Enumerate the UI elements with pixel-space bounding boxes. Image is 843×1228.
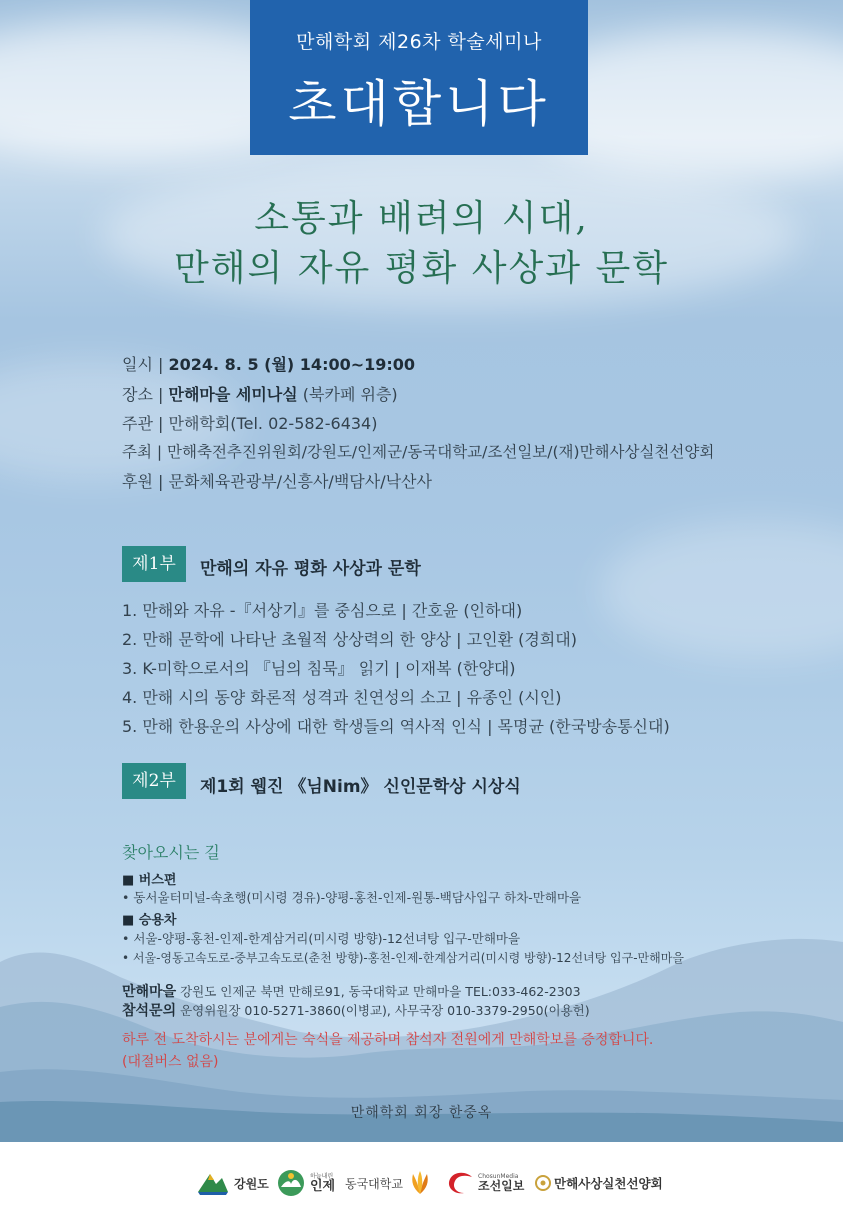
notice-line-1: 하루 전 도착하시는 분에게는 숙식을 제공하며 참석자 전원에게 만해학보를 증정합니다. xyxy=(122,1032,654,1048)
car-label: ■ 승용차 xyxy=(122,913,177,928)
dongguk-logo xyxy=(345,1166,435,1200)
chosun-logo xyxy=(446,1166,524,1200)
invitation-title: 초대합니다 xyxy=(288,75,550,133)
info-extra: 문화체육관광부/신흥사/백담사/낙산사 xyxy=(168,472,432,491)
info-date xyxy=(122,352,415,375)
gangwon-logo-text: 강원도 xyxy=(234,1176,269,1191)
directions-title: 찾아오시는 길 xyxy=(122,843,220,862)
program-item: 2. 만해 문학에 나타난 초월적 상상력의 한 양상 | 고인환 (경희대) xyxy=(122,630,577,649)
chosun-swirl-icon xyxy=(446,1169,476,1197)
part1-badge: 제1부 xyxy=(122,546,186,582)
theme-title-line-1: 소통과 배려의 시대, xyxy=(254,198,589,239)
manhae-logo xyxy=(534,1166,663,1200)
part2-badge: 제2부 xyxy=(122,763,186,799)
seminar-subtitle: 만해학회 제26차 학술세미나 xyxy=(296,31,542,53)
footer-logos xyxy=(0,1142,843,1228)
program-item: 5. 만해 한용운의 사상에 대한 학생들의 역사적 인식 | 목명균 (한국방송통신대) xyxy=(122,717,670,736)
car-route: • 서울-양평-홍천-인제-한계삼거리(미시령 방향)-12선녀탕 입구-만해마을 xyxy=(122,931,521,946)
notice-line-2: (대절버스 없음) xyxy=(122,1054,219,1070)
info-extra: 만해학회(Tel. 02-582-6434) xyxy=(168,414,378,433)
inje-logo-text: 인제 xyxy=(310,1178,336,1194)
info-value: 만해마을 세미나실 xyxy=(168,385,298,404)
gangwon-emblem-icon xyxy=(196,1170,230,1196)
lotus-icon xyxy=(405,1168,435,1198)
info-label: 일시 | xyxy=(122,355,169,374)
part2-title: 제1회 웹진 《님Nim》 신인문학상 시상식 xyxy=(200,777,521,797)
inje-text-group xyxy=(310,1174,335,1193)
info-label: 주관 | xyxy=(122,414,169,433)
program-item: 3. K-미학으로서의 『님의 침묵』 읽기 | 이재복 (한양대) xyxy=(122,659,516,678)
inje-emblem-icon xyxy=(276,1168,306,1198)
inje-logo xyxy=(276,1166,335,1200)
info-label: 후원 | xyxy=(122,472,169,491)
program-item: 4. 만해 시의 동양 화론적 성격과 친연성의 소고 | 유종인 (시인) xyxy=(122,688,562,707)
place-contact xyxy=(122,981,581,1001)
car-route: • 서울-영동고속도로-중부고속도로(춘천 방향)-홍천-인제-한계삼거리(미시령 방향)-12선녀탕 입구-만해마을 xyxy=(122,951,684,965)
info-extra: 만해축전추진위원회/강원도/인제군/동국대학교/조선일보/(재)만해사상실천선양회 xyxy=(167,443,715,461)
bus-label: ■ 버스편 xyxy=(122,873,177,888)
info-label: 장소 | xyxy=(122,385,169,404)
info-host xyxy=(122,440,714,462)
info-organizer xyxy=(122,411,377,434)
info-value: 2024. 8. 5 (월) 14:00~19:00 xyxy=(168,355,416,374)
info-extra: (북카페 위층) xyxy=(297,385,398,404)
gangwon-logo xyxy=(196,1166,269,1200)
part1-title: 만해의 자유 평화 사상과 문학 xyxy=(200,559,421,579)
inquiry-contact xyxy=(122,1000,590,1020)
chosun-text-group xyxy=(478,1174,524,1192)
bus-route: • 동서울터미널-속초행(미시령 경유)-양평-홍천-인제-원통-백담사입구 하차-만해마을 xyxy=(122,890,582,905)
inquiry-text: 운영위원장 010-5271-3860(이병교), 사무국장 010-3379-2950(이용헌) xyxy=(176,1003,590,1018)
dongguk-logo-text: 동국대학교 xyxy=(345,1176,403,1191)
cloud-decoration xyxy=(600,520,843,660)
manhae-emblem-icon xyxy=(534,1174,552,1192)
program-item: 1. 만해와 자유 -『서상기』를 중심으로 | 간호윤 (인하대) xyxy=(122,601,523,620)
place-text: 강원도 인제군 북면 만해로91, 동국대학교 만해마을 TEL:033-462-2303 xyxy=(176,984,581,999)
chosun-small-text: ChosunMedia xyxy=(478,1173,519,1180)
inje-small-text: 하늘내린 xyxy=(310,1172,334,1180)
info-place xyxy=(122,382,398,405)
signature: 만해학회 회장 한중옥 xyxy=(350,1105,493,1121)
info-sponsor xyxy=(122,469,432,492)
manhae-logo-text: 만해사상실천선양회 xyxy=(554,1176,663,1191)
header-banner xyxy=(250,0,588,155)
inquiry-label: 참석문의 xyxy=(122,1003,177,1019)
theme-title-line-2: 만해의 자유 평화 사상과 문학 xyxy=(173,248,670,289)
place-label: 만해마을 xyxy=(122,984,177,1000)
chosun-logo-text: 조선일보 xyxy=(478,1179,525,1193)
info-label: 주최 | xyxy=(122,443,168,461)
